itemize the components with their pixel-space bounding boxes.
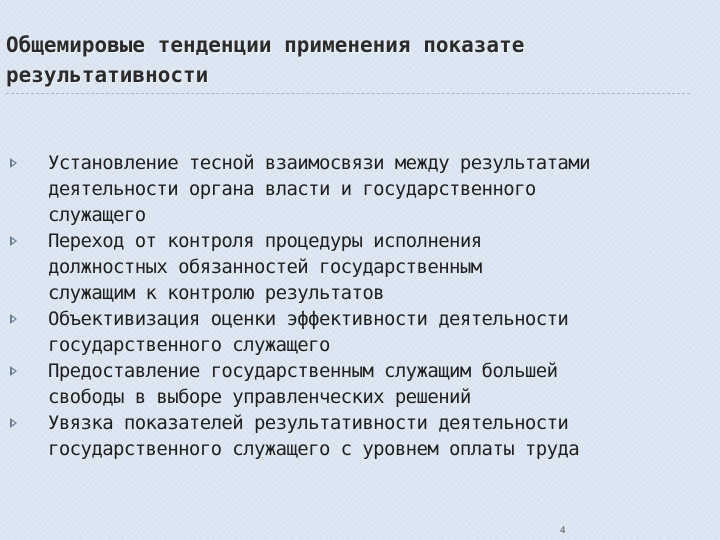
bullet-text: Увязка показателей результативности деятельности государственного служащего с уровнем оплаты труда: [48, 412, 580, 460]
page-number: 4: [560, 526, 566, 536]
triangle-bullet-icon: [10, 418, 17, 428]
bullet-text: Переход от контроля процедуры исполнения должностных обязанностей государственным служащим к контролю результатов: [48, 230, 482, 304]
title-divider: [6, 93, 690, 94]
bullet-text: Установление тесной взаимосвязи между результатами деятельности органа власти и государственного служащего: [48, 152, 590, 226]
bullet-text: Предоставление государственным служащим большей свободы в выборе управленческих решений: [48, 360, 558, 408]
list-item: [0, 306, 720, 358]
list-item: [0, 358, 720, 410]
list-item: [0, 410, 720, 462]
list-item: [0, 228, 720, 306]
list-item: [0, 150, 720, 228]
triangle-bullet-icon: [10, 158, 17, 168]
triangle-bullet-icon: [10, 236, 17, 246]
bullet-list: [0, 150, 720, 462]
triangle-bullet-icon: [10, 366, 17, 376]
bullet-text: Объективизация оценки эффективности деятельности государственного служащего: [48, 308, 569, 356]
slide-title: Общемировые тенденции применения показате результативности: [6, 33, 525, 87]
triangle-bullet-icon: [10, 314, 17, 324]
